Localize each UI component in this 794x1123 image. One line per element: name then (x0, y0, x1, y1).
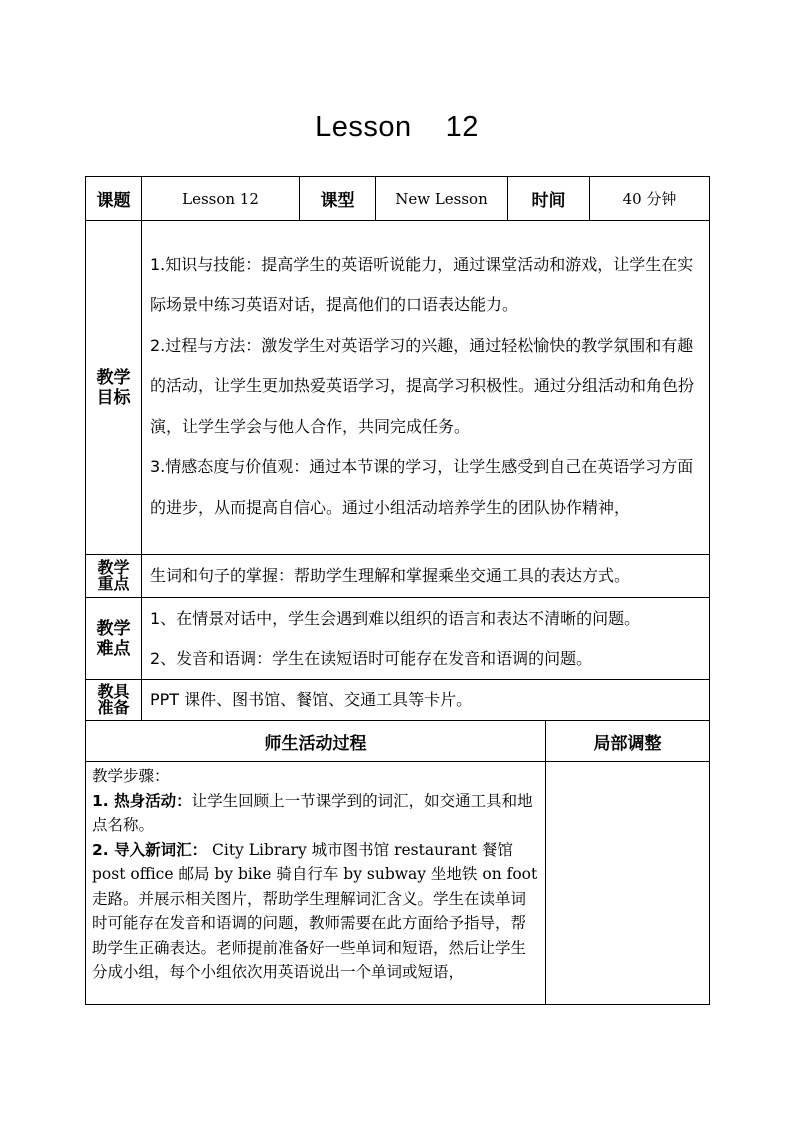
goal-item: 2.过程与方法：激发学生对英语学习的兴趣，通过轻松愉快的教学氛围和有趣的活动，让学生更加热爱英语学习，提高学习积极性。通过分组活动和角色扮演，让学生学会与他人合作，共同完成任务。 (150, 335, 695, 436)
materials-row (86, 680, 710, 721)
goal-item: 3.情感态度与价值观：通过本节课的学习，让学生感受到自己在英语学习方面的进步，从而提高自信心。通过小组活动培养学生的团队协作精神， (150, 457, 694, 517)
difficulties-content (142, 598, 710, 680)
step-1 (92, 789, 539, 838)
key-points-label: 教学 重点 (86, 555, 142, 598)
step-1-label: 1. 热身活动： (92, 791, 192, 810)
materials-label: 教具 准备 (86, 680, 142, 721)
materials-text: PPT 课件、图书馆、餐馆、交通工具等卡片。 (142, 680, 710, 721)
difficulty-item: 1、在情景对话中，学生会遇到难以组织的语言和表达不清晰的问题。 (150, 608, 641, 628)
goals-label: 教学 目标 (86, 221, 142, 555)
step-2-text: City Library 城市图书馆 restaurant 餐馆 post office 邮局 by bike 骑自行车 by subway 坐地铁 on foot 走路。并展示相关图片，帮助学生理解词汇含义。学生在读单词时可能存在发音和语调的问题，教师需要在此方面给予指导，帮助学生正确表达。老师提前准备好一些单词和短语，然后让学生分成小组，每个小组依次用英语说出一个单词或短语， (92, 840, 538, 981)
key-points-row (86, 555, 710, 598)
step-2-label: 2. 导入新词汇： (92, 840, 208, 859)
step-1-text: 让学生回顾上一节课学到的词汇，如交通工具和地点名称。 (92, 791, 533, 834)
process-header: 师生活动过程 (86, 721, 546, 762)
step-2 (92, 838, 539, 985)
goal-item: 1.知识与技能：提高学生的英语听说能力，通过课堂活动和游戏，让学生在实际场景中练习英语对话，提高他们的口语表达能力。 (150, 254, 694, 315)
topic-value: Lesson 12 (142, 177, 300, 221)
process-content-row (86, 762, 710, 1005)
page-title (0, 111, 794, 144)
adjust-header: 局部调整 (546, 721, 710, 762)
lesson-plan-table (85, 176, 710, 1005)
process-header-row (86, 721, 710, 762)
difficulty-item: 2、发音和语调：学生在读短语时可能存在发音和语调的问题。 (150, 648, 593, 668)
type-label: 课型 (300, 177, 376, 221)
goals-content (142, 221, 710, 555)
time-value: 40 分钟 (590, 177, 710, 221)
difficulties-label: 教学 难点 (86, 598, 142, 680)
process-steps (86, 762, 546, 1005)
info-row (86, 177, 710, 221)
difficulties-row (86, 598, 710, 680)
type-value: New Lesson (376, 177, 508, 221)
title-number: 12 (445, 111, 479, 143)
key-points-text: 生词和句子的掌握：帮助学生理解和掌握乘坐交通工具的表达方式。 (142, 555, 710, 598)
topic-label: 课题 (86, 177, 142, 221)
time-label: 时间 (508, 177, 590, 221)
goals-row (86, 221, 710, 555)
steps-title: 教学步骤： (92, 767, 170, 785)
title-word: Lesson (315, 111, 412, 143)
adjust-cell (546, 762, 710, 1005)
